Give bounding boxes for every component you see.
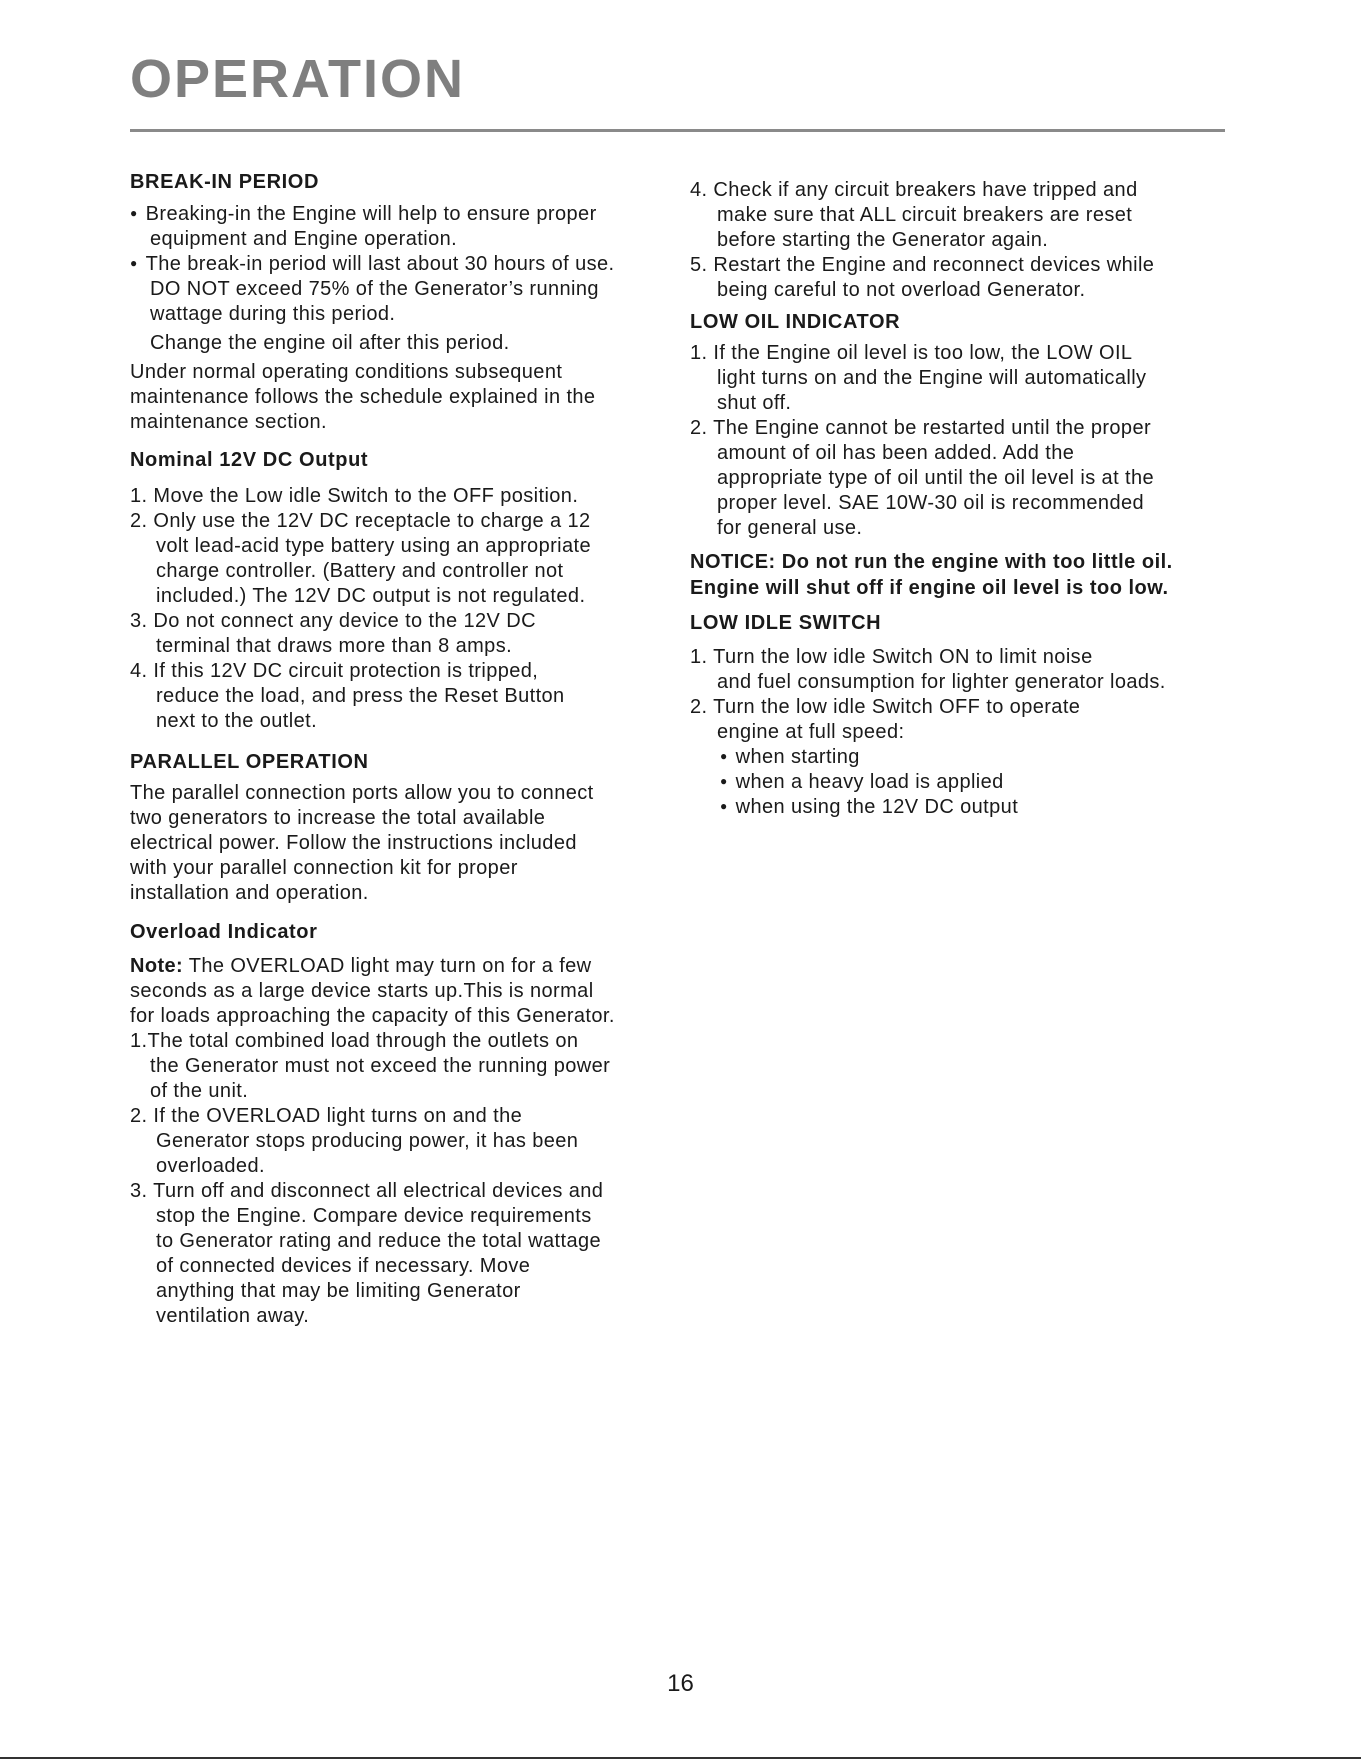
list-item: 2. Only use the 12V DC receptacle to charge a 12 xyxy=(130,510,591,532)
paragraph-line: with your parallel connection kit for proper xyxy=(130,857,518,879)
notice-line: NOTICE: Do not run the engine with too little oil. xyxy=(690,551,1173,573)
list-item-cont: proper level. SAE 10W-30 oil is recommended xyxy=(717,492,1145,514)
note-text: The OVERLOAD light may turn on for a few xyxy=(183,955,592,977)
list-item-cont: to Generator rating and reduce the total wattage xyxy=(156,1230,602,1252)
dc-output-heading: Nominal 12V DC Output xyxy=(130,449,369,471)
low-idle-heading: LOW IDLE SWITCH xyxy=(690,612,882,634)
list-item-cont: terminal that draws more than 8 amps. xyxy=(156,635,513,657)
sub-bullet xyxy=(720,797,1018,817)
sub-bullet xyxy=(720,772,1004,792)
paragraph-line: electrical power. Follow the instructions included xyxy=(130,832,577,854)
parallel-heading: PARALLEL OPERATION xyxy=(130,751,369,773)
list-item-cont: light turns on and the Engine will automatically xyxy=(717,367,1147,389)
list-item-cont: included.) The 12V DC output is not regulated. xyxy=(156,585,586,607)
list-item-cont: before starting the Generator again. xyxy=(717,229,1049,251)
list-item-cont: Generator stops producing power, it has been xyxy=(156,1130,579,1152)
sub-bullet-text: when starting xyxy=(735,746,860,768)
bullet-icon xyxy=(130,203,146,225)
list-item: 2. Turn the low idle Switch OFF to operate xyxy=(690,696,1081,718)
overload-heading: Overload Indicator xyxy=(130,921,318,943)
list-item: 3. Do not connect any device to the 12V DC xyxy=(130,610,536,632)
list-item-cont: shut off. xyxy=(717,392,792,414)
list-item-cont: the Generator must not exceed the running power xyxy=(150,1055,611,1077)
list-item-cont: of the unit. xyxy=(150,1080,249,1102)
list-item-cont: for general use. xyxy=(717,517,863,539)
low-oil-heading: LOW OIL INDICATOR xyxy=(690,311,901,333)
note-line: seconds as a large device starts up.This is normal xyxy=(130,980,594,1002)
paragraph-line: Under normal operating conditions subsequent xyxy=(130,361,563,383)
paragraph-line: The parallel connection ports allow you to connect xyxy=(130,782,594,804)
list-item-cont: and fuel consumption for lighter generator loads. xyxy=(717,671,1166,693)
bullet-icon xyxy=(720,746,736,768)
list-item: 4. Check if any circuit breakers have tripped and xyxy=(690,179,1138,201)
list-item-cont: anything that may be limiting Generator xyxy=(156,1280,521,1302)
list-item-cont: reduce the load, and press the Reset Button xyxy=(156,685,565,707)
list-item-cont: ventilation away. xyxy=(156,1305,310,1327)
list-item-cont: being careful to not overload Generator. xyxy=(717,279,1086,301)
sub-bullet-text: when a heavy load is applied xyxy=(735,771,1004,793)
note-line xyxy=(130,956,592,976)
list-item: 5. Restart the Engine and reconnect devices while xyxy=(690,254,1155,276)
page-number: 16 xyxy=(667,1670,694,1697)
title-divider xyxy=(130,129,1225,132)
bullet-text-cont: DO NOT exceed 75% of the Generator’s running xyxy=(150,278,599,300)
sub-bullet xyxy=(720,747,860,767)
list-item-cont: stop the Engine. Compare device requirements xyxy=(156,1205,592,1227)
list-item: 4. If this 12V DC circuit protection is tripped, xyxy=(130,660,539,682)
bullet-icon xyxy=(130,253,146,275)
list-item: 1.The total combined load through the outlets on xyxy=(130,1030,579,1052)
list-item: 1. If the Engine oil level is too low, the LOW OIL xyxy=(690,342,1133,364)
note-label: Note: xyxy=(130,955,184,977)
list-item-cont: overloaded. xyxy=(156,1155,265,1177)
bullet-text-cont: equipment and Engine operation. xyxy=(150,228,458,250)
list-item-cont: volt lead-acid type battery using an appropriate xyxy=(156,535,592,557)
page-title: OPERATION xyxy=(130,49,466,109)
bottom-edge-line xyxy=(0,1757,1361,1759)
list-item-cont: next to the outlet. xyxy=(156,710,318,732)
break-in-bullet-2 xyxy=(130,254,614,274)
notice-line: Engine will shut off if engine oil level is too low. xyxy=(690,577,1169,599)
bullet-icon xyxy=(720,796,736,818)
list-item: 3. Turn off and disconnect all electrical devices and xyxy=(130,1180,604,1202)
bullet-text-cont: wattage during this period. xyxy=(150,303,396,325)
list-item-cont: amount of oil has been added. Add the xyxy=(717,442,1075,464)
list-item-cont: of connected devices if necessary. Move xyxy=(156,1255,531,1277)
paragraph-line: maintenance follows the schedule explained in the xyxy=(130,386,596,408)
list-item-cont: make sure that ALL circuit breakers are reset xyxy=(717,204,1133,226)
list-item: 1. Turn the low idle Switch ON to limit noise xyxy=(690,646,1093,668)
list-item: 2. The Engine cannot be restarted until the proper xyxy=(690,417,1152,439)
paragraph-line: two generators to increase the total available xyxy=(130,807,546,829)
bullet-text: Breaking-in the Engine will help to ensure proper xyxy=(145,203,597,225)
paragraph-line: installation and operation. xyxy=(130,882,369,904)
paragraph-line: maintenance section. xyxy=(130,411,328,433)
list-item: 2. If the OVERLOAD light turns on and the xyxy=(130,1105,523,1127)
note-line: for loads approaching the capacity of this Generator. xyxy=(130,1005,615,1027)
break-in-heading: BREAK-IN PERIOD xyxy=(130,171,320,193)
list-item-cont: charge controller. (Battery and controller not xyxy=(156,560,564,582)
sub-bullet-text: when using the 12V DC output xyxy=(735,796,1019,818)
bullet-icon xyxy=(720,771,736,793)
list-item: 1. Move the Low idle Switch to the OFF position. xyxy=(130,485,579,507)
list-item-cont: appropriate type of oil until the oil level is at the xyxy=(717,467,1155,489)
bullet-text-cont: Change the engine oil after this period. xyxy=(150,332,510,354)
list-item-cont: engine at full speed: xyxy=(717,721,905,743)
break-in-bullet-1 xyxy=(130,204,597,224)
bullet-text: The break-in period will last about 30 hours of use. xyxy=(145,253,615,275)
